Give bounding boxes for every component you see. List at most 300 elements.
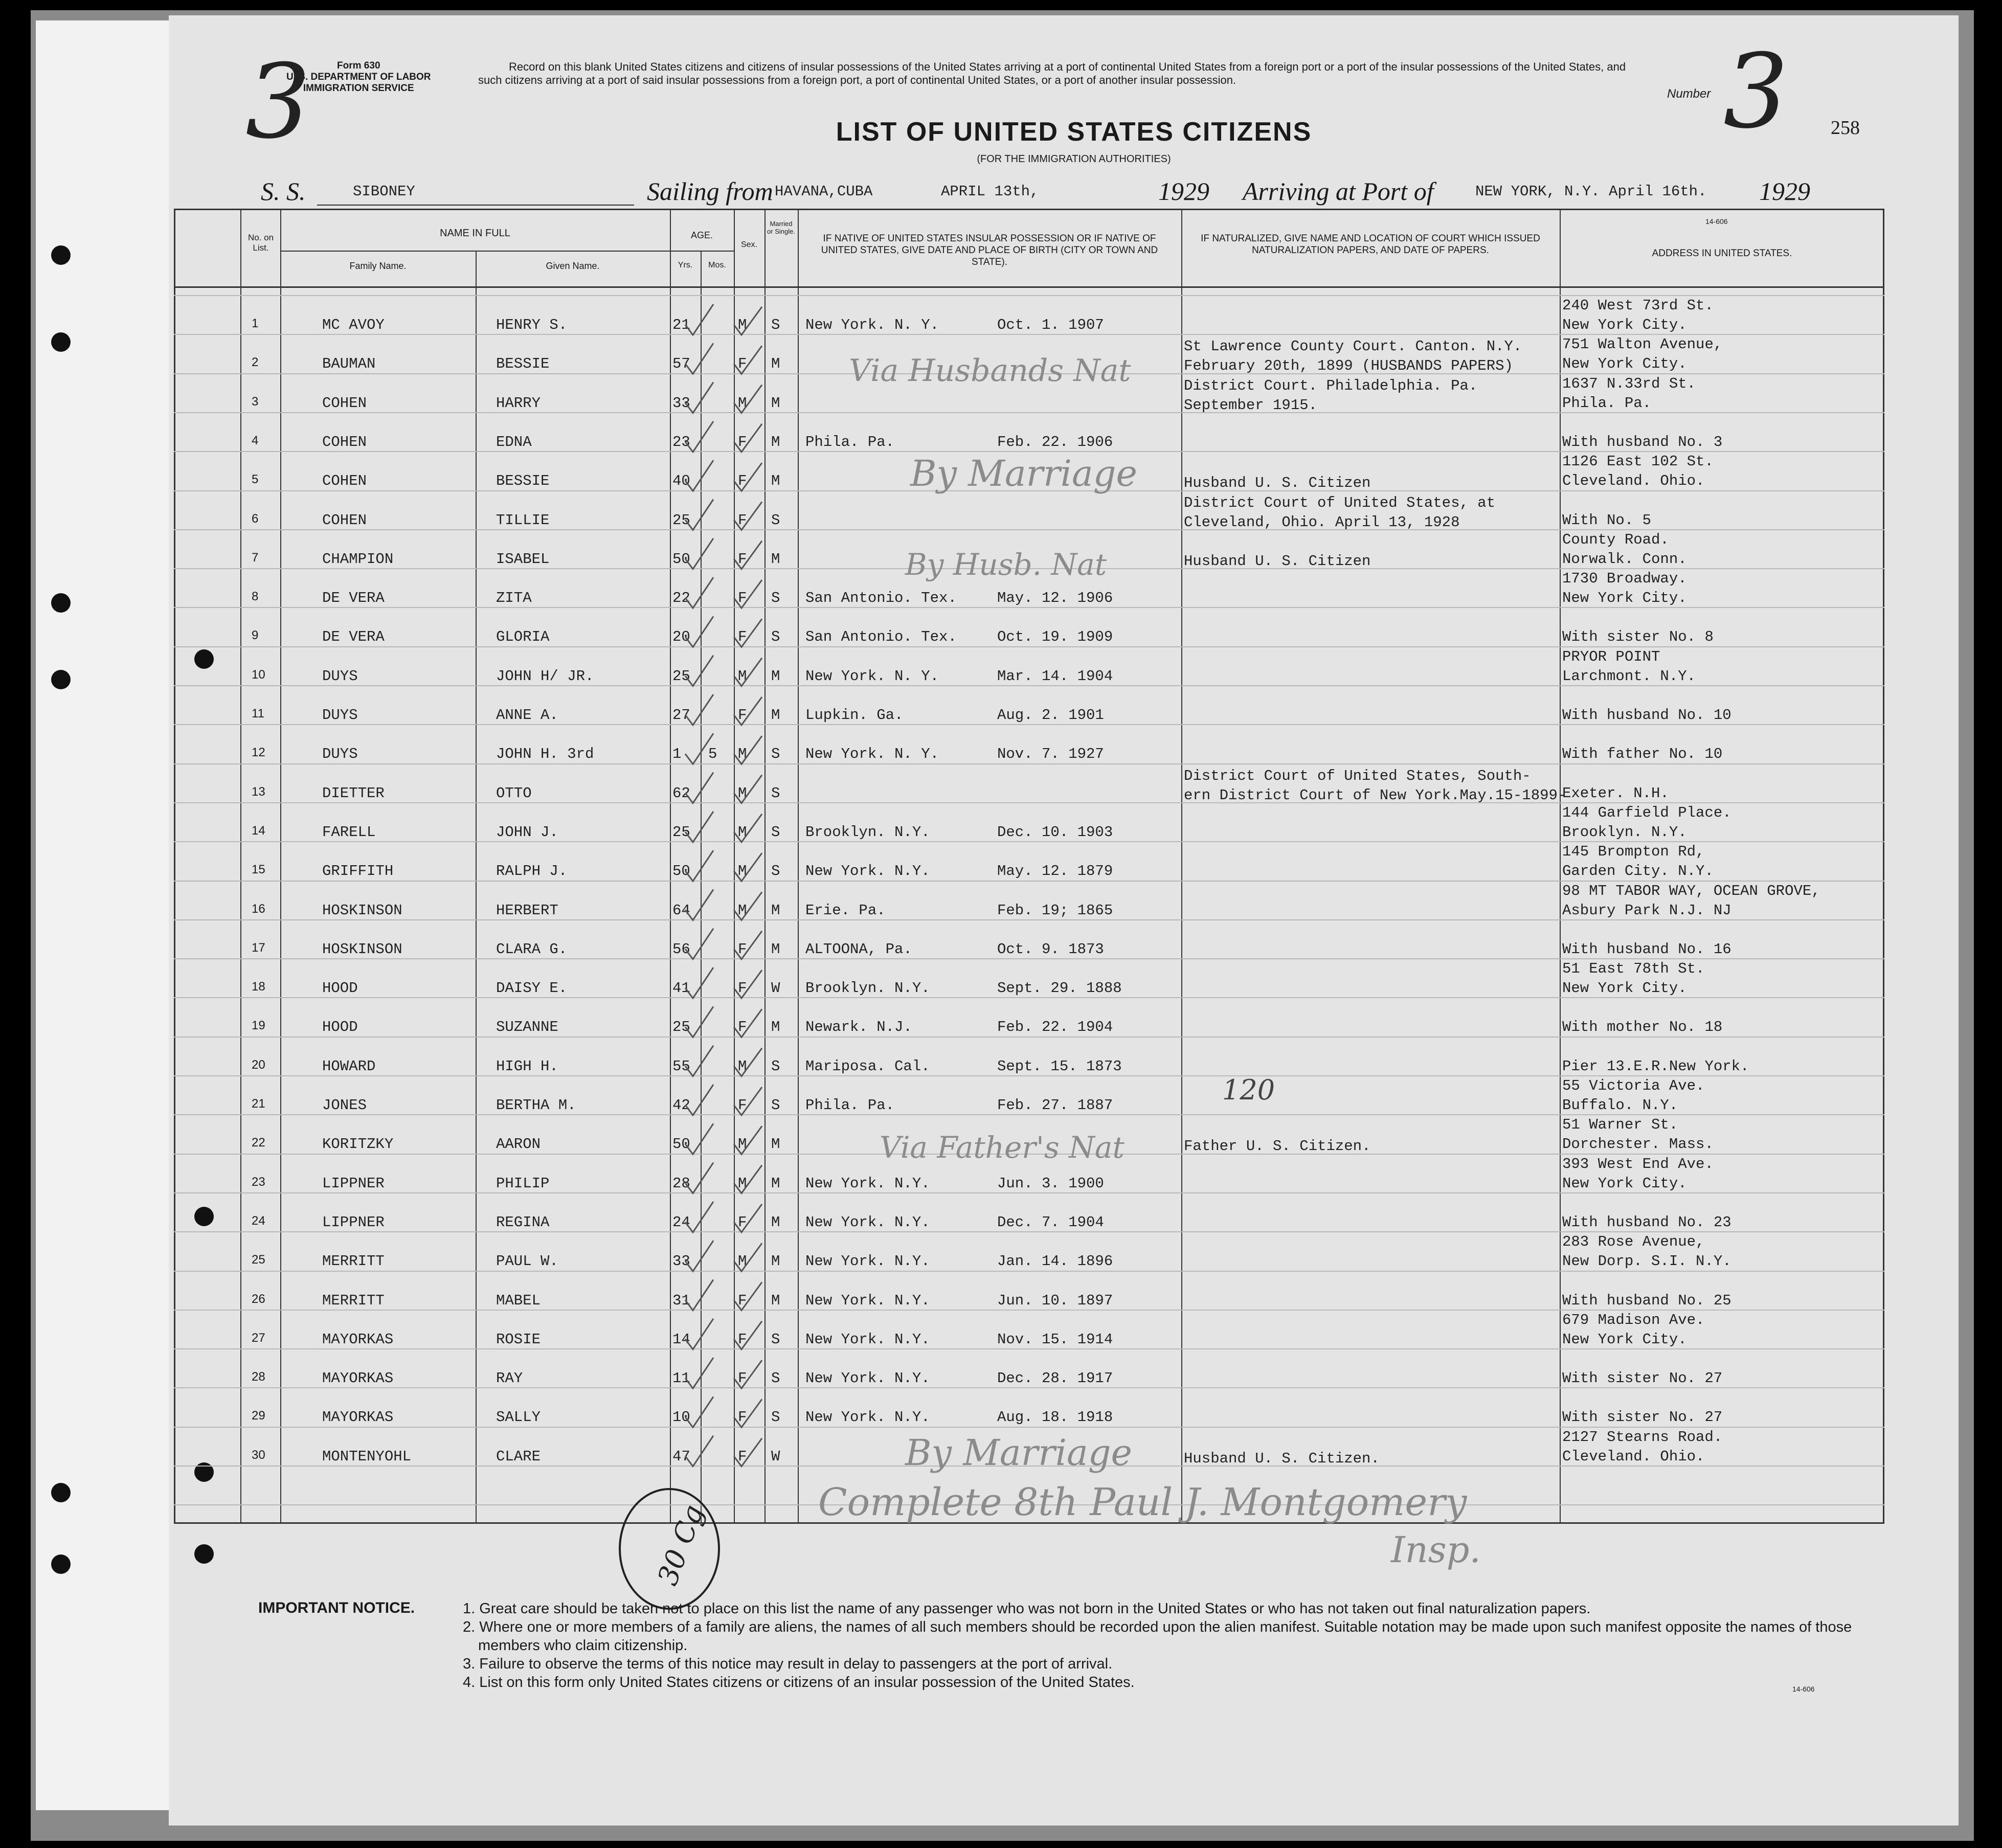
sex: M — [738, 1253, 747, 1270]
sex: F — [738, 1097, 747, 1114]
age-years: 33 — [672, 394, 690, 412]
checkmark — [685, 1319, 762, 1349]
checkmark — [685, 616, 762, 647]
row-number: 17 — [252, 940, 265, 955]
sex: M — [738, 317, 747, 333]
age-years: 20 — [672, 628, 690, 646]
birth-date: Aug. 2. 1901 — [997, 707, 1104, 724]
given-name: HARRY — [496, 394, 541, 412]
marital-status: S — [771, 628, 780, 646]
checkmark — [685, 1123, 762, 1154]
checkmark — [685, 656, 762, 686]
binder-hole — [51, 245, 71, 265]
birth-date: Oct. 19. 1909 — [997, 628, 1113, 646]
age-years: 55 — [672, 1057, 690, 1075]
header-mos: Mos. — [708, 261, 726, 269]
form-number: Form 630 — [337, 60, 380, 71]
address-text: Phila. Pa. — [1562, 394, 1652, 412]
checkmark — [685, 500, 762, 530]
birth-place: Brooklyn. N.Y. — [805, 980, 930, 997]
row-number: 30 — [252, 1448, 265, 1462]
sex: M — [738, 863, 747, 880]
row-number: 29 — [252, 1409, 265, 1423]
family-name: MC AVOY — [322, 317, 385, 333]
marital-status: M — [771, 940, 780, 958]
checkmark — [685, 1006, 762, 1037]
marital-status: S — [771, 511, 780, 529]
family-name: COHEN — [322, 472, 367, 490]
row-rule — [174, 997, 1884, 998]
binder-hole — [51, 593, 71, 613]
marital-status: M — [771, 1292, 780, 1309]
given-name: ROSIE — [496, 1331, 541, 1348]
naturalization-text: District Court of United States, South- — [1184, 767, 1531, 784]
birth-date: Oct. 9. 1873 — [997, 940, 1104, 958]
birth-date: Jan. 14. 1896 — [997, 1253, 1113, 1270]
address-text: With husband No. 25 — [1562, 1292, 1731, 1309]
birth-place: Lupkin. Ga. — [805, 707, 904, 724]
naturalization-text: St Lawrence County Court. Canton. N.Y. — [1184, 338, 1522, 355]
family-name: DUYS — [322, 707, 358, 724]
address-text: 145 Brompton Rd, — [1562, 843, 1705, 861]
given-name: HERBERT — [496, 902, 558, 919]
address-text: With sister No. 8 — [1562, 628, 1714, 646]
age-years: 24 — [672, 1213, 690, 1231]
family-name: MONTENYOHL — [322, 1448, 412, 1465]
family-name: FARELL — [322, 823, 376, 841]
birth-date: Jun. 10. 1897 — [997, 1292, 1113, 1309]
header-family: Family Name. — [349, 261, 407, 271]
address-text: New Dorp. S.I. N.Y. — [1562, 1253, 1731, 1270]
marital-status: S — [771, 1097, 780, 1114]
age-years: 57 — [672, 355, 690, 373]
marital-status: S — [771, 863, 780, 880]
birth-date: Dec. 10. 1903 — [997, 823, 1113, 841]
inspector-title: Insp. — [1391, 1529, 1481, 1571]
row-number: 22 — [252, 1136, 265, 1150]
birth-date: Feb. 22. 1906 — [997, 433, 1113, 450]
address-text: Brooklyn. N.Y. — [1562, 823, 1687, 841]
sex: F — [738, 511, 747, 529]
row-rule — [174, 1427, 1884, 1428]
age-years: 50 — [672, 863, 690, 880]
given-name: AARON — [496, 1136, 541, 1153]
birth-place: Brooklyn. N.Y. — [805, 823, 930, 841]
given-name: JOHN H/ JR. — [496, 667, 594, 685]
birth-date: Nov. 7. 1927 — [997, 746, 1104, 763]
header-married: Married or Single. — [767, 220, 795, 235]
family-name: LIPPNER — [322, 1175, 385, 1192]
family-name: MERRITT — [322, 1292, 385, 1309]
given-name: HENRY S. — [496, 317, 568, 333]
age-years: 1 — [672, 746, 682, 763]
address-text: 751 Walton Avenue, — [1562, 336, 1723, 353]
given-name: SUZANNE — [496, 1019, 558, 1036]
sex: F — [738, 433, 747, 450]
marital-status: M — [771, 707, 780, 724]
list-number: 3 — [1723, 32, 1789, 151]
given-name: BESSIE — [496, 472, 550, 490]
address-text: 283 Rose Avenue, — [1562, 1233, 1705, 1251]
ss-label: S. S. — [261, 177, 306, 206]
family-name: MERRITT — [322, 1253, 385, 1270]
given-name: BERTHA M. — [496, 1097, 576, 1114]
col-rule — [476, 251, 477, 1524]
age-years: 25 — [672, 667, 690, 685]
birth-date: May. 12. 1906 — [997, 590, 1113, 607]
checkmark — [685, 1358, 762, 1388]
birth-place: New York. N.Y. — [805, 1213, 930, 1231]
age-years: 25 — [672, 511, 690, 529]
header-divider — [174, 286, 1884, 288]
checkmark — [685, 1436, 762, 1467]
row-rule — [174, 685, 1884, 686]
row-rule — [174, 1036, 1884, 1038]
address-text: With husband No. 16 — [1562, 940, 1731, 958]
checkmark — [685, 773, 762, 803]
col-rule — [798, 209, 799, 1524]
age-years: 33 — [672, 1253, 690, 1270]
birth-place: New York. N.Y. — [805, 1292, 930, 1309]
row-number: 25 — [252, 1253, 265, 1267]
marital-status: S — [771, 317, 780, 333]
handwritten-note: Via Husbands Nat — [849, 353, 1131, 389]
given-name: ZITA — [496, 590, 532, 607]
row-number: 26 — [252, 1292, 265, 1306]
circle-note: 30 Cg — [651, 1500, 710, 1590]
birth-place: Phila. Pa. — [805, 433, 895, 450]
age-years: 56 — [672, 940, 690, 958]
handwritten-note: By Husb. Nat — [905, 547, 1107, 582]
row-number: 20 — [252, 1057, 265, 1072]
sex: M — [738, 823, 747, 841]
marital-status: M — [771, 1175, 780, 1192]
header-yrs: Yrs. — [678, 261, 693, 269]
header-sex: Sex. — [740, 240, 757, 249]
row-number: 4 — [252, 433, 259, 447]
checkmark — [685, 1241, 762, 1271]
handwritten-note: By Marriage — [910, 453, 1137, 494]
age-years: 25 — [672, 1019, 690, 1036]
family-name: DE VERA — [322, 628, 385, 646]
marital-status: W — [771, 1448, 780, 1465]
given-name: CLARE — [496, 1448, 541, 1465]
given-name: SALLY — [496, 1409, 541, 1426]
age-years: 50 — [672, 1136, 690, 1153]
birth-place: New York. N. Y. — [805, 317, 939, 333]
address-text: Cleveland. Ohio. — [1562, 472, 1705, 490]
birth-date: Dec. 28. 1917 — [997, 1370, 1113, 1387]
address-text: 240 West 73rd St. — [1562, 297, 1714, 314]
ship-underline — [317, 205, 634, 206]
row-number: 27 — [252, 1331, 265, 1345]
age-years: 47 — [672, 1448, 690, 1465]
age-years: 14 — [672, 1331, 690, 1348]
binder-hole — [51, 332, 71, 352]
family-name: JONES — [322, 1097, 367, 1114]
row-rule — [174, 1348, 1884, 1349]
binder-hole — [51, 1483, 71, 1502]
address-text: 1637 N.33rd St. — [1562, 375, 1696, 392]
family-name: HOOD — [322, 1019, 358, 1036]
age-years: 28 — [672, 1175, 690, 1192]
number-label: Number — [1667, 87, 1711, 101]
given-name: TILLIE — [496, 511, 550, 529]
address-text: 393 West End Ave. — [1562, 1155, 1714, 1173]
row-number: 18 — [252, 980, 265, 994]
family-name: BAUMAN — [322, 355, 376, 373]
row-rule — [174, 958, 1884, 959]
birth-place: New York. N. Y. — [805, 746, 939, 763]
family-name: LIPPNER — [322, 1213, 385, 1231]
family-name: MAYORKAS — [322, 1409, 394, 1426]
birth-date: Nov. 15. 1914 — [997, 1331, 1113, 1348]
birth-place: New York. N.Y. — [805, 863, 930, 880]
handwritten-note: Via Father's Nat — [880, 1130, 1124, 1165]
birth-date: Sept. 15. 1873 — [997, 1057, 1122, 1075]
birth-date: Feb. 27. 1887 — [997, 1097, 1113, 1114]
address-text: With husband No. 10 — [1562, 707, 1731, 724]
row-number: 5 — [252, 472, 259, 487]
marital-status: M — [771, 1136, 780, 1153]
checkmark — [685, 421, 762, 452]
row-number: 14 — [252, 823, 265, 838]
checkmark — [685, 304, 762, 335]
address-text: 51 Warner St. — [1562, 1116, 1678, 1134]
checkmark — [685, 733, 762, 764]
address-text: Asbury Park N.J. NJ — [1562, 902, 1731, 919]
row-rule — [174, 646, 1884, 647]
binder-hole — [194, 1544, 214, 1564]
form-instructions: Record on this blank United States citizens and citizens of insular possessions of the United States arriving at a port of continental United States from a foreign port or a port of the insular possessions of the United States, and such citizens arriving at a port of said insular possessions from a foreign port, a port of continental United States, or a port of another insular possession. — [478, 60, 1626, 86]
given-name: OTTO — [496, 784, 532, 802]
marital-status: M — [771, 1213, 780, 1231]
naturalization-text: District Court of United States, at — [1184, 494, 1496, 511]
address-text: Exeter. N.H. — [1562, 784, 1669, 802]
sex: F — [738, 1370, 747, 1387]
row-rule — [174, 412, 1884, 413]
year-departure: 1929 — [1158, 177, 1209, 206]
row-number: 19 — [252, 1019, 265, 1033]
sex: F — [738, 472, 747, 490]
previous-page-edge — [36, 20, 179, 1810]
sex: M — [738, 394, 747, 412]
age-years: 40 — [672, 472, 690, 490]
family-name: DIETTER — [322, 784, 385, 802]
checkmark — [685, 929, 762, 959]
row-rule — [174, 295, 1884, 296]
row-number: 6 — [252, 511, 259, 526]
family-name: GRIFFITH — [322, 863, 394, 880]
given-name: RALPH J. — [496, 863, 568, 880]
address-text: 1126 East 102 St. — [1562, 453, 1714, 470]
checkmark — [685, 1085, 762, 1115]
age-years: 23 — [672, 433, 690, 450]
header-naturalized: IF NATURALIZED, GIVE NAME AND LOCATION OF COURT WHICH ISSUED NATURALIZATION PAPERS, AND DATE OF PAPERS. — [1201, 233, 1540, 256]
birth-place: New York. N.Y. — [805, 1331, 930, 1348]
family-name: HOOD — [322, 980, 358, 997]
row-rule — [174, 451, 1884, 452]
row-number: 28 — [252, 1370, 265, 1384]
address-text: 679 Madison Ave. — [1562, 1311, 1705, 1328]
family-name: KORITZKY — [322, 1136, 394, 1153]
given-name: RAY — [496, 1370, 523, 1387]
header-address: ADDRESS IN UNITED STATES. — [1652, 248, 1792, 259]
departure-date: APRIL 13th, — [941, 183, 1039, 200]
age-years: 31 — [672, 1292, 690, 1309]
row-rule — [174, 802, 1884, 803]
address-text: New York City. — [1562, 980, 1687, 997]
col-rule — [1181, 209, 1182, 1524]
row-number: 12 — [252, 746, 265, 760]
row-rule — [174, 1387, 1884, 1388]
row-rule — [174, 1114, 1884, 1115]
checkmark — [685, 1202, 762, 1232]
sex: M — [738, 902, 747, 919]
address-text: With mother No. 18 — [1562, 1019, 1723, 1036]
row-number: 3 — [252, 394, 259, 409]
family-name: COHEN — [322, 394, 367, 412]
row-rule — [174, 1075, 1884, 1076]
family-name: COHEN — [322, 511, 367, 529]
naturalization-text: ern District Court of New York.May.15-1899- — [1184, 786, 1567, 804]
address-text: With father No. 10 — [1562, 746, 1723, 763]
notice-item: 2. Where one or more members of a family are aliens, the names of all such members should be recorded upon the alien manifest. Suitable notation may be made upon such manifest opposite the names of those members who claim citizenship. — [463, 1619, 1852, 1654]
sex: F — [738, 550, 747, 568]
address-text: Dorchester. Mass. — [1562, 1136, 1714, 1153]
row-number: 21 — [252, 1097, 265, 1111]
address-text: With husband No. 23 — [1562, 1213, 1731, 1231]
birth-place: San Antonio. Tex. — [805, 628, 957, 646]
checkmark — [685, 382, 762, 413]
sex: M — [738, 1175, 747, 1192]
row-rule — [174, 1192, 1884, 1193]
checkmark — [685, 890, 762, 920]
row-number: 8 — [252, 590, 259, 604]
tally-checkmarks — [665, 286, 798, 1524]
address-text: County Road. — [1562, 531, 1669, 548]
given-name: BESSIE — [496, 355, 550, 373]
notice-item: 4. List on this form only United States citizens or citizens of an insular possession of the United States. — [463, 1674, 1135, 1691]
birth-place: New York. N.Y. — [805, 1175, 930, 1192]
address-text: New York City. — [1562, 1175, 1687, 1192]
row-number: 13 — [252, 784, 265, 799]
birth-date: Mar. 14. 1904 — [997, 667, 1113, 685]
sex: F — [738, 355, 747, 373]
marital-status: M — [771, 472, 780, 490]
address-text: 98 MT TABOR WAY, OCEAN GROVE, — [1562, 882, 1820, 899]
birth-place: New York. N.Y. — [805, 1370, 930, 1387]
naturalization-text: September 1915. — [1184, 396, 1318, 414]
birth-place: San Antonio. Tex. — [805, 590, 957, 607]
row-rule — [174, 1231, 1884, 1232]
given-name: PAUL W. — [496, 1253, 558, 1270]
age-years: 41 — [672, 980, 690, 997]
address-text: Buffalo. N.Y. — [1562, 1097, 1678, 1114]
given-name: DAISY E. — [496, 980, 568, 997]
family-name: MAYORKAS — [322, 1370, 394, 1387]
age-years: 27 — [672, 707, 690, 724]
sex: F — [738, 707, 747, 724]
address-text: 1730 Broadway. — [1562, 570, 1687, 588]
header-age: AGE. — [690, 230, 713, 240]
naturalization-text: Cleveland, Ohio. April 13, 1928 — [1184, 513, 1460, 531]
row-rule — [174, 1271, 1884, 1272]
sex: F — [738, 1331, 747, 1348]
marital-status: M — [771, 355, 780, 373]
family-name: DUYS — [322, 746, 358, 763]
marital-status: M — [771, 1019, 780, 1036]
family-name: DUYS — [322, 667, 358, 685]
age-months: 5 — [708, 746, 717, 763]
family-name: CHAMPION — [322, 550, 394, 568]
form-title: LIST OF UNITED STATES CITIZENS — [836, 117, 1312, 147]
departure-port: HAVANA,CUBA — [775, 183, 873, 200]
checkmark — [685, 967, 762, 998]
address-text: New York City. — [1562, 590, 1687, 607]
notice-item: 1. Great care should be taken not to place on this list the name of any passenger who was not born in the United States or who has not taken out final naturalization papers. — [463, 1601, 1591, 1617]
sex: F — [738, 628, 747, 646]
col-rule — [280, 209, 281, 1524]
marital-status: M — [771, 550, 780, 568]
naturalization-text: February 20th, 1899 (HUSBANDS PAPERS) — [1184, 357, 1513, 375]
row-number: 2 — [252, 355, 259, 370]
address-text: With husband No. 3 — [1562, 433, 1723, 450]
family-name: COHEN — [322, 433, 367, 450]
checkmark — [685, 812, 762, 842]
birth-date: Feb. 22. 1904 — [997, 1019, 1113, 1036]
sex: M — [738, 746, 747, 763]
address-text: New York City. — [1562, 1331, 1687, 1348]
checkmark — [685, 1280, 762, 1311]
family-name: HOSKINSON — [322, 902, 402, 919]
sex: F — [738, 980, 747, 997]
address-text: Cleveland. Ohio. — [1562, 1448, 1705, 1465]
form-subtitle: (FOR THE IMMIGRATION AUTHORITIES) — [977, 153, 1171, 165]
notice-item: 3. Failure to observe the terms of this notice may result in delay to passengers at the port of arrival. — [463, 1656, 1113, 1672]
page-number: 258 — [1831, 117, 1860, 139]
sex: F — [738, 1213, 747, 1231]
marital-status: S — [771, 784, 780, 802]
age-years: 50 — [672, 550, 690, 568]
header-birth: IF NATIVE OF UNITED STATES INSULAR POSSESSION OR IF NATIVE OF UNITED STATES, GIVE DATE AND PLACE OF BIRTH (CITY OR TOWN AND STATE). — [821, 233, 1158, 267]
age-years: 21 — [672, 317, 690, 333]
sex: M — [738, 1057, 747, 1075]
address-text: Norwalk. Conn. — [1562, 550, 1687, 568]
naturalization-text: District Court. Philadelphia. Pa. — [1184, 377, 1478, 394]
given-name: MABEL — [496, 1292, 541, 1309]
birth-place: Newark. N.J. — [805, 1019, 912, 1036]
given-name: HIGH H. — [496, 1057, 558, 1075]
row-rule — [174, 919, 1884, 920]
row-number: 7 — [252, 550, 259, 565]
age-years: 11 — [672, 1370, 690, 1387]
col-rule — [240, 209, 241, 1524]
naturalization-text: Father U. S. Citizen. — [1184, 1138, 1371, 1155]
row-rule — [174, 841, 1884, 842]
family-name: HOSKINSON — [322, 940, 402, 958]
naturalization-text: Husband U. S. Citizen — [1184, 475, 1371, 492]
checkmark — [685, 1396, 762, 1427]
birth-place: New York. N. Y. — [805, 667, 939, 685]
given-name: CLARA G. — [496, 940, 568, 958]
marital-status: S — [771, 1409, 780, 1426]
family-name: HOWARD — [322, 1057, 376, 1075]
sex: F — [738, 1448, 747, 1465]
birth-date: May. 12. 1879 — [997, 863, 1113, 880]
header-given: Given Name. — [546, 261, 600, 271]
birth-place: New York. N.Y. — [805, 1253, 930, 1270]
